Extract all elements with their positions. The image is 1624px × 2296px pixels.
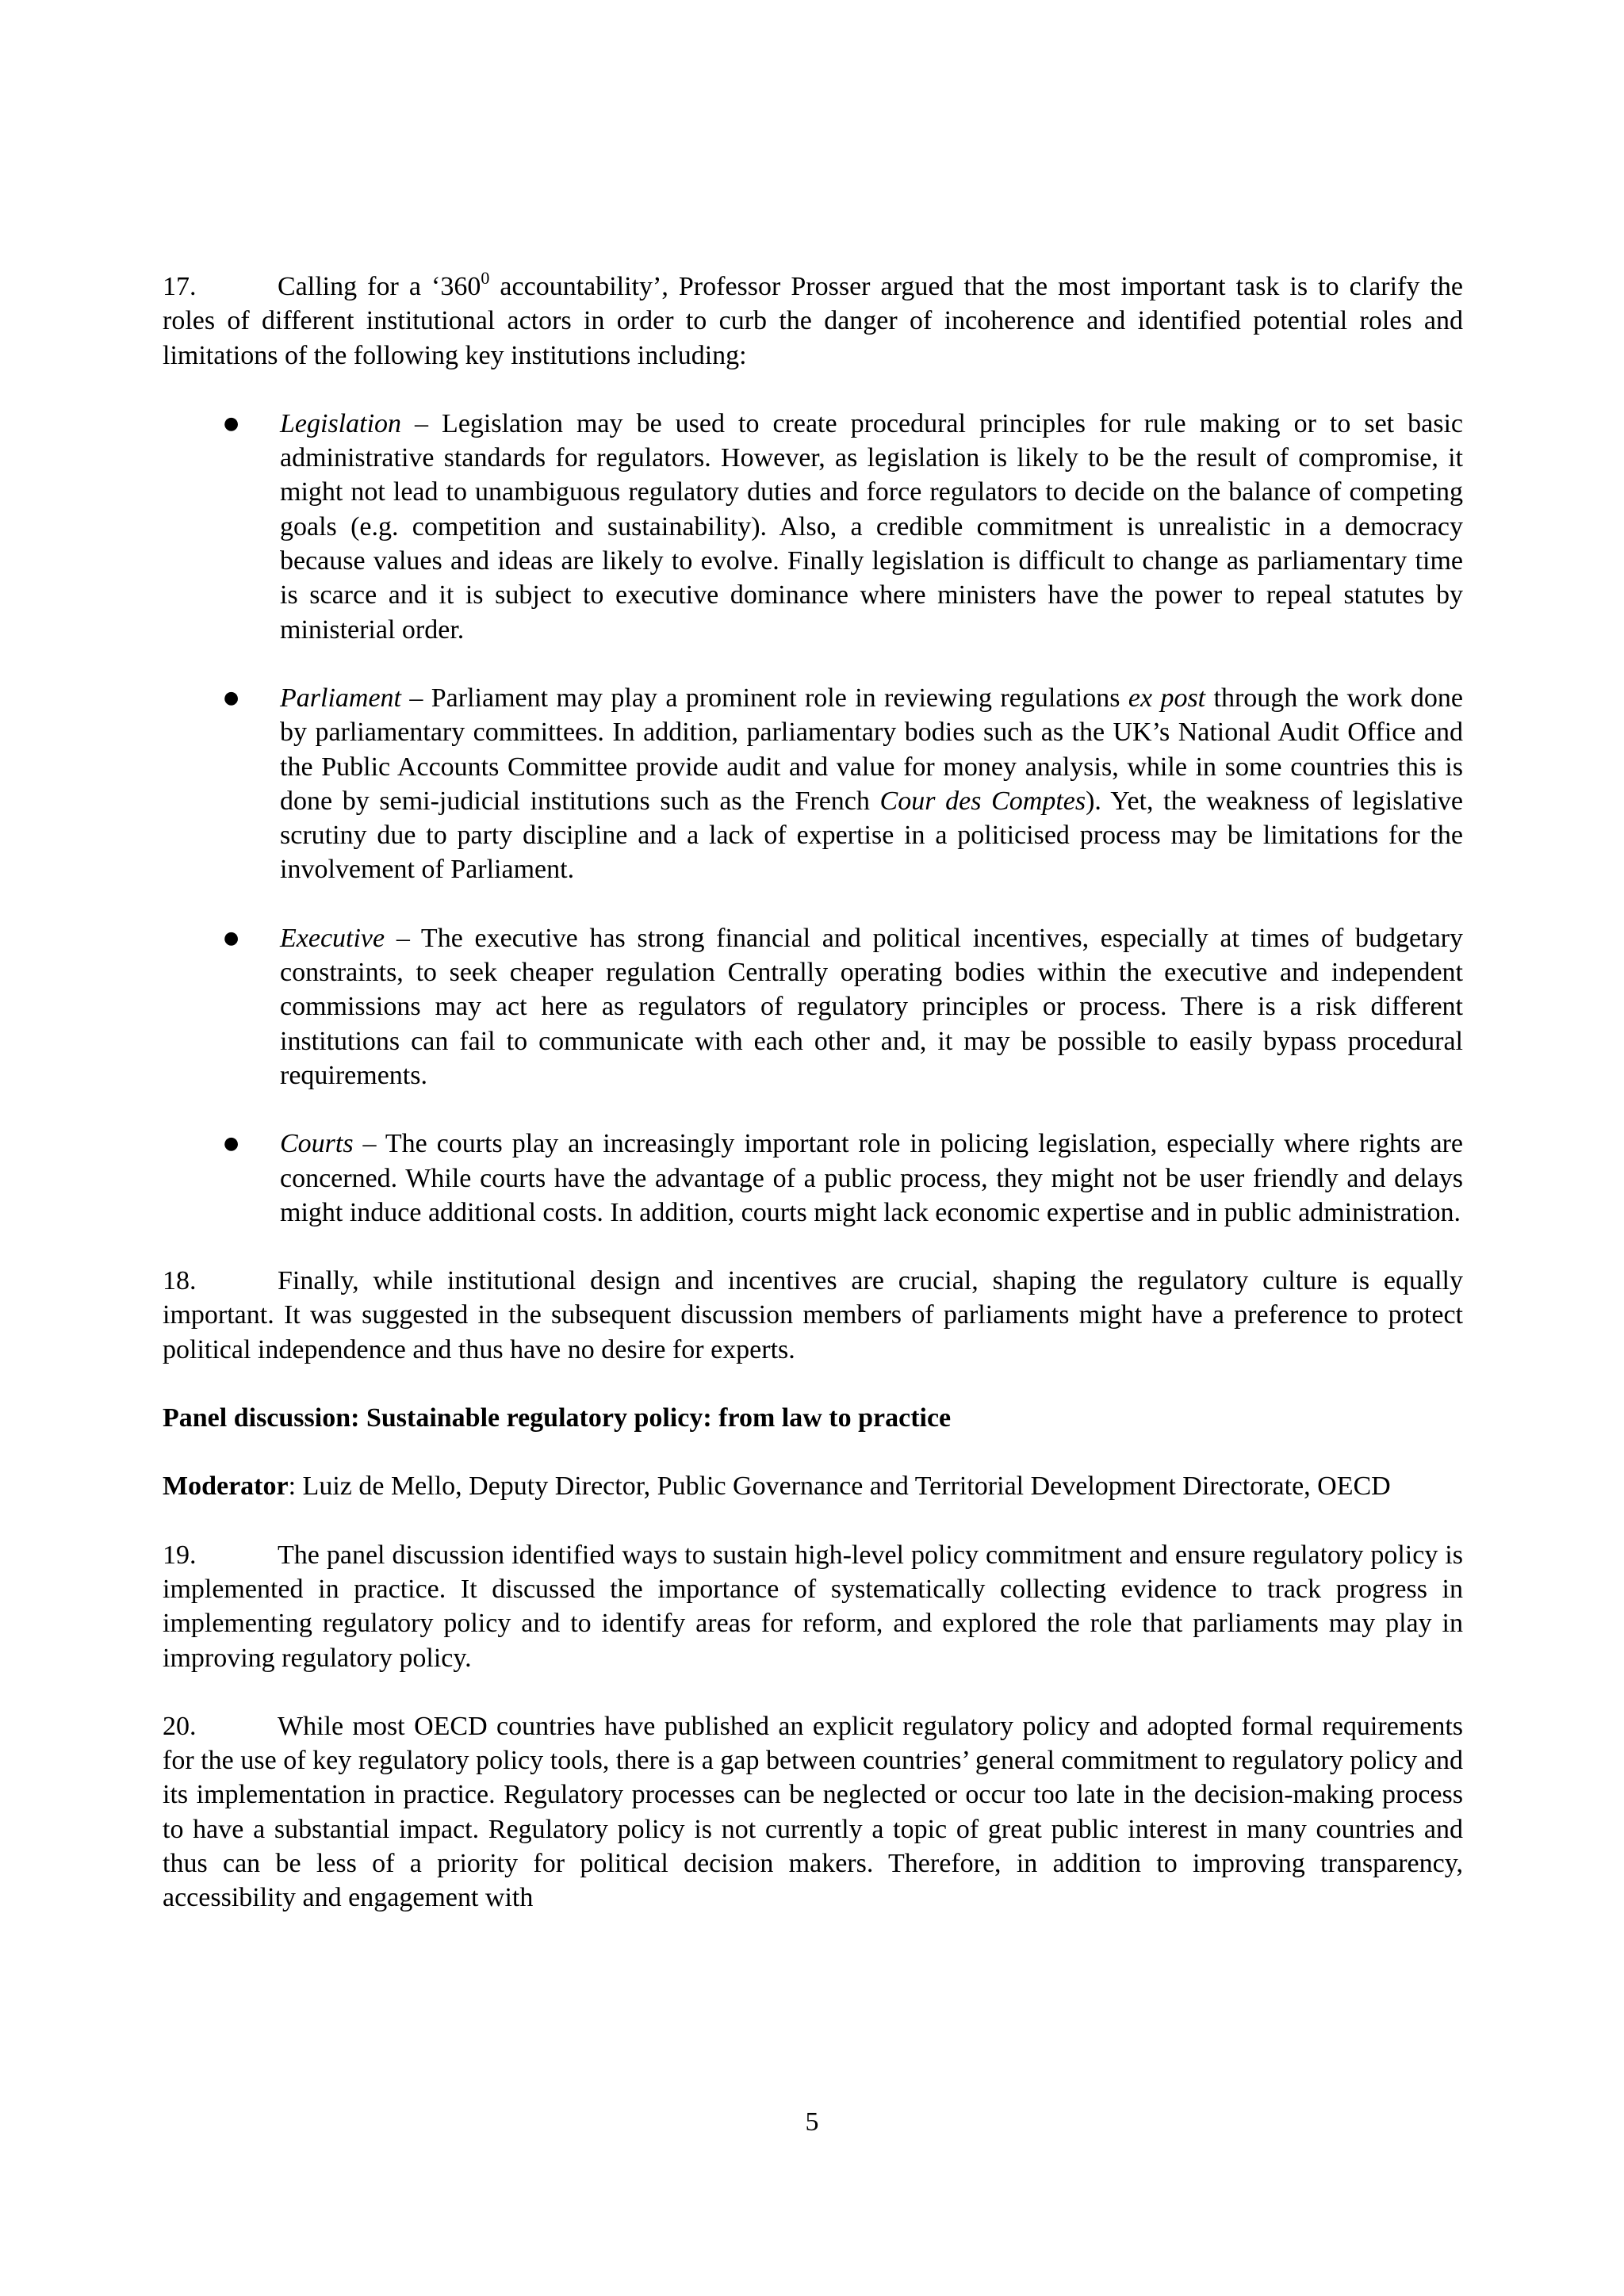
- moderator-label: Moderator: [163, 1471, 289, 1502]
- bullet-item-executive: [163, 921, 1463, 1093]
- paragraph-20: [163, 1709, 1463, 1915]
- bullet-text: – The courts play an increasingly important role in policing legislation, especially where rights are concerned. While courts have the advantage of a public process, they might not be user friendly and delays might induce additional costs. In addition, courts might lack economic expertise and in public administration.: [280, 1129, 1463, 1227]
- bullet-text: – The executive has strong financial and political incentives, especially at times of budgetary constraints, to seek cheaper regulation Centrally operating bodies within the executive and independent commissions may act here as regulators of regulatory principles or process. There is a risk different institutions can fail to communicate with each other and, it may be possible to easily bypass procedural requirements.: [280, 923, 1463, 1090]
- bullet-text: – Parliament may play a prominent role in reviewing regulations: [400, 683, 1128, 713]
- bullet-term: Parliament: [280, 683, 401, 713]
- paragraph-text-continued: accountability’, Professor Prosser argued that the most important task is to clarify the roles of different institutional actors in order to curb the danger of incoherence and identified potential roles and limitations of the following key institutions including:: [163, 272, 1463, 370]
- bullet-icon: ●: [224, 1134, 239, 1154]
- paragraph-number: 19.: [163, 1540, 197, 1570]
- moderator-line: [163, 1469, 1463, 1503]
- paragraph-text: Finally, while institutional design and incentives are crucial, shaping the regulatory culture is equally important. It was suggested in the subsequent discussion members of parliaments might have a preference to protect political independence and thus have no desire for experts.: [163, 1266, 1463, 1364]
- italic-phrase: Cour des Comptes: [879, 786, 1086, 816]
- bullet-term: Executive: [280, 923, 385, 953]
- section-heading: Panel discussion: Sustainable regulatory policy: from law to practice: [163, 1403, 952, 1433]
- paragraph-number: 20.: [163, 1711, 197, 1741]
- paragraph-18: [163, 1264, 1463, 1367]
- institutions-bullet-list: [163, 407, 1463, 1230]
- page-number: 5: [805, 2107, 819, 2137]
- paragraph-number: 18.: [163, 1266, 197, 1296]
- paragraph-text: Calling for a ‘360: [278, 272, 481, 301]
- bullet-term: Courts: [280, 1129, 354, 1159]
- bullet-icon: ●: [224, 413, 239, 434]
- paragraph-number: 17.: [163, 272, 197, 301]
- bullet-text: – Legislation may be used to create procedural principles for rule making or to set basic administrative standards for regulators. However, as legislation is likely to be the result of compromise, it might not lead to unambiguous regulatory duties and force regulators to decide on the balance of competing goals (e.g. competition and sustainability). Also, a credible commitment is unrealistic in a democracy because values and ideas are likely to evolve. Finally legislation is difficult to change as parliamentary time is scarce and it is subject to executive dominance where ministers have the power to repeal statutes by ministerial order.: [280, 408, 1463, 645]
- bullet-text: through the work done by parliamentary committees. In addition, parliamentary bodies such as the UK’s National Audit Office and the Public Accounts Committee provide audit and value for money analysis, while in some countries this is done by semi-judicial institutions such as the French: [280, 683, 1463, 816]
- paragraph-text: While most OECD countries have published an explicit regulatory policy and adopted formal requirements for the use of key regulatory policy tools, there is a gap between countries’ general commitment to regulatory policy and its implementation in practice. Regulatory processes can be neglected or occur too late in the decision-making process to have a substantial impact. Regulatory policy is not currently a topic of great public interest in many countries and thus can be less of a priority for political decision makers. Therefore, in addition to improving transparency, accessibility and engagement with: [163, 1711, 1463, 1913]
- paragraph-19: [163, 1538, 1463, 1675]
- bullet-icon: ●: [224, 687, 239, 708]
- bullet-icon: ●: [224, 928, 239, 948]
- paragraph-text: The panel discussion identified ways to sustain high-level policy commitment and ensure regulatory policy is implemented in practice. It discussed the importance of systematically collecting evidence to track progress in implementing regulatory policy and to identify areas for reform, and explored the role that parliaments may play in improving regulatory policy.: [163, 1540, 1463, 1673]
- bullet-term: Legislation: [280, 408, 402, 438]
- bullet-item-courts: [163, 1127, 1463, 1230]
- moderator-text: : Luiz de Mello, Deputy Director, Public Governance and Territorial Development Directorate, OECD: [288, 1471, 1391, 1502]
- bullet-text: ). Yet, the weakness of legislative scrutiny due to party discipline and a lack of expertise in a politicised process may be limitations for the involvement of Parliament.: [280, 786, 1463, 885]
- bullet-item-legislation: [163, 407, 1463, 647]
- document-body: [163, 270, 1463, 1950]
- superscript: 0: [481, 268, 490, 288]
- bullet-item-parliament: [163, 681, 1463, 887]
- italic-phrase: ex post: [1128, 683, 1206, 713]
- paragraph-17: [163, 270, 1463, 373]
